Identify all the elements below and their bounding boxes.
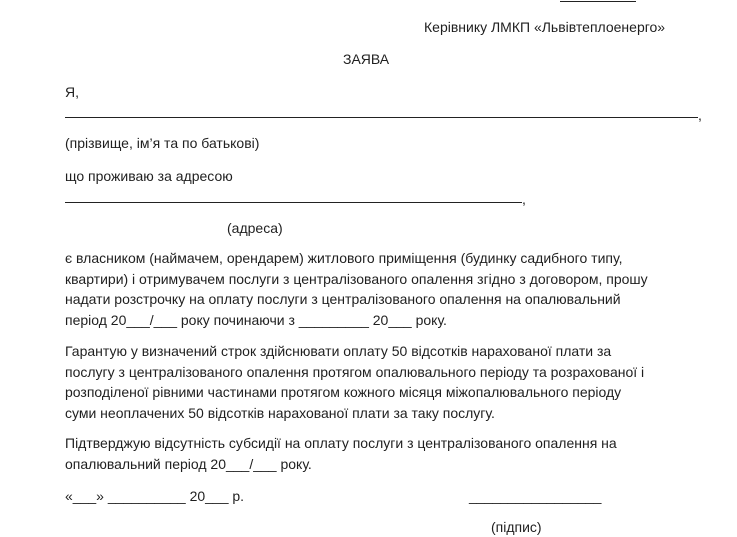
paragraph-line: розподіленої рівними частинами протягом кожного місяця міжопалювального періоду	[65, 384, 622, 400]
document-title: ЗАЯВА	[343, 51, 390, 67]
signature-hint: (підпис)	[491, 519, 542, 535]
paragraph-line: період 20___/___ року починаючи з _________ 20___ року.	[65, 311, 447, 328]
name-line-comma: ,	[698, 107, 702, 123]
address-line-comma: ,	[522, 191, 526, 207]
signature-line: _________________	[469, 488, 602, 504]
residence-label: що проживаю за адресою	[65, 168, 233, 184]
address-blank-line	[65, 202, 522, 203]
paragraph-line: є власником (наймачем, орендарем) житлового приміщення (будинку садибного типу,	[65, 250, 623, 266]
paragraph-ownership	[65, 248, 665, 330]
paragraph-line: надати розстрочку на оплату послуги з централізованого опалення на опалювальний	[65, 291, 621, 307]
paragraph-guarantee	[65, 341, 665, 423]
top-cut-line	[560, 1, 636, 2]
paragraph-line: Гарантую у визначений строк здійснювати оплату 50 відсотків нарахованої плати за	[65, 343, 612, 359]
name-hint: (прізвище, ім’я та по батькові)	[65, 135, 260, 151]
paragraph-line: опалювальний період 20___/___ року.	[65, 455, 312, 472]
paragraph-line: квартири) і отримувачем послуги з централізованого опалення згідно з договором, прошу	[65, 270, 648, 287]
addressee: Керівнику ЛМКП «Львівтеплоенерго»	[424, 19, 666, 35]
i-prefix: Я,	[65, 84, 79, 100]
name-blank-line	[65, 117, 698, 118]
paragraph-line: послугу з централізованого опалення протягом опалювального періоду та розрахованої і	[65, 363, 645, 380]
address-hint: (адреса)	[227, 220, 283, 236]
paragraph-subsidy	[65, 433, 665, 474]
paragraph-line: Підтверджую відсутність субсидії на оплату послуги з централізованого опалення на	[65, 435, 617, 451]
paragraph-line: суми неоплачених 50 відсотків нарахованої плати за таку послугу.	[65, 404, 495, 421]
date-line: «___» __________ 20___ р.	[65, 488, 245, 504]
